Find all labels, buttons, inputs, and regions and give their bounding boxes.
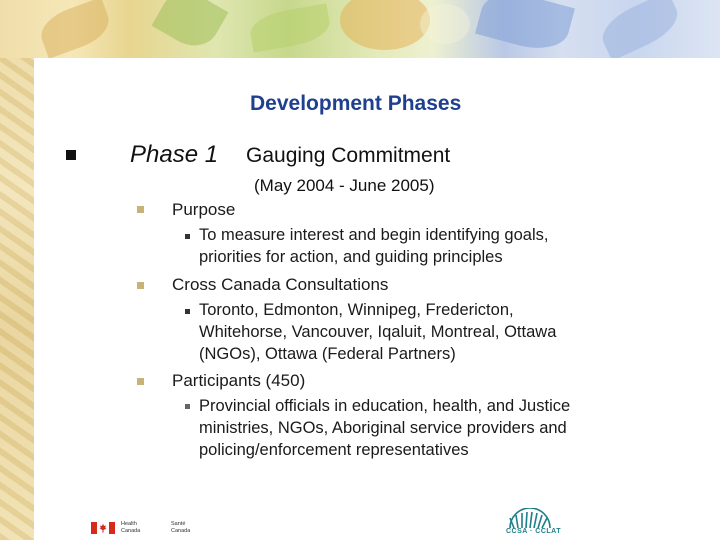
phase-dates: (May 2004 - June 2005) — [254, 176, 435, 195]
leaf-decoration — [247, 3, 332, 52]
leaf-decoration — [35, 0, 114, 58]
blot-decoration — [340, 0, 430, 50]
leaf-decoration — [152, 0, 229, 56]
detail-line: policing/enforcement representatives — [199, 441, 469, 459]
detail-line: priorities for action, and guiding principles — [199, 248, 503, 266]
top-decorative-banner — [0, 0, 720, 58]
section-heading: Purpose — [172, 200, 236, 219]
left-decorative-band — [0, 0, 34, 540]
slide-title: Development Phases — [250, 92, 462, 115]
wordmark-line: Canada — [121, 528, 141, 534]
blot-decoration — [420, 4, 470, 44]
detail-line: Provincial officials in education, health, and Justice — [199, 397, 571, 415]
section-heading: Cross Canada Consultations — [172, 275, 389, 294]
detail-bullet-marker — [185, 309, 190, 314]
leaf-decoration — [475, 0, 575, 57]
phase-subtitle: Gauging Commitment — [246, 144, 451, 167]
detail-line: Whitehorse, Vancouver, Iqaluit, Montreal, Ottawa — [199, 323, 557, 341]
wordmark-line: Health — [121, 521, 137, 527]
detail-bullet-marker — [185, 404, 190, 409]
sub-bullet-marker — [137, 206, 144, 213]
section-heading: Participants (450) — [172, 371, 306, 390]
sub-bullet-marker — [137, 282, 144, 289]
canada-flag-icon — [91, 522, 115, 534]
detail-bullet-marker — [185, 234, 190, 239]
detail-line: (NGOs), Ottawa (Federal Partners) — [199, 345, 456, 363]
phase-label: Phase 1 — [130, 141, 219, 168]
health-canada-wordmark — [121, 521, 140, 535]
ccsa-wordmark: CCSA · CCLAT — [506, 528, 561, 535]
detail-line: To measure interest and begin identifying goals, — [199, 226, 549, 244]
detail-line: ministries, NGOs, Aboriginal service providers and — [199, 419, 567, 437]
sub-bullet-marker — [137, 378, 144, 385]
wordmark-line: Santé — [171, 521, 186, 527]
sante-canada-wordmark — [171, 521, 190, 535]
wordmark-line: Canada — [171, 528, 191, 534]
leaf-decoration — [595, 0, 684, 58]
detail-line: Toronto, Edmonton, Winnipeg, Fredericton, — [199, 301, 514, 319]
bullet-marker — [66, 150, 76, 160]
